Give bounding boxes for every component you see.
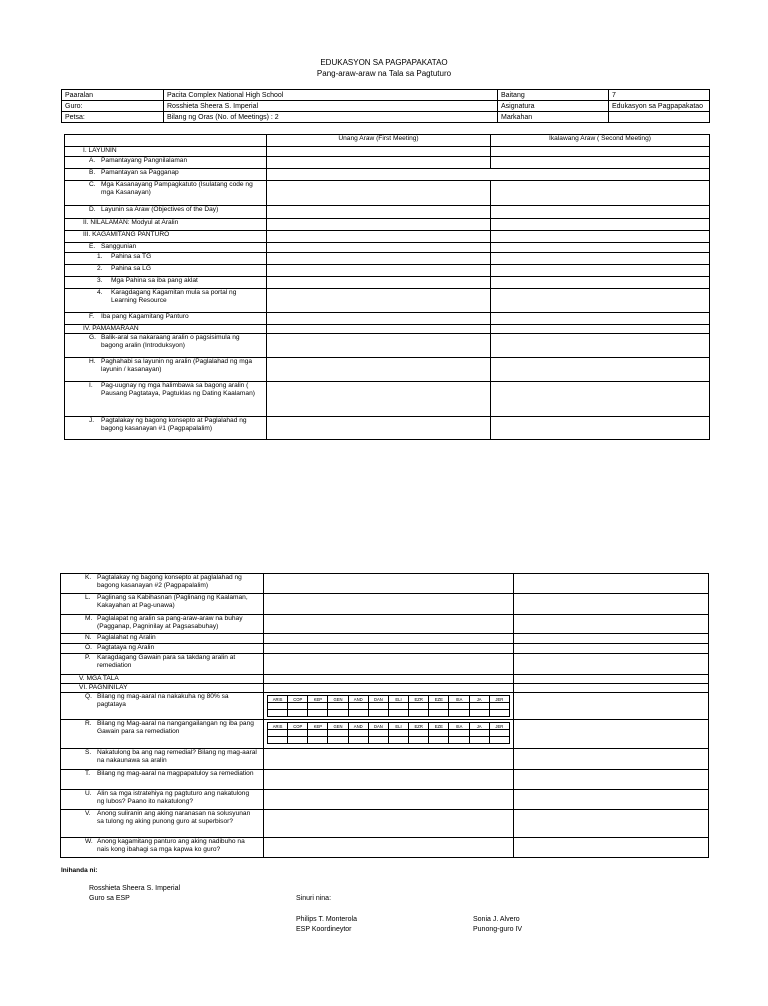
section-count-cell[interactable]	[288, 737, 308, 744]
section-kagamitan: III. KAGAMITANG PANTURO	[65, 231, 267, 243]
section-count-cell[interactable]	[449, 710, 469, 717]
row-l	[61, 594, 264, 615]
section-count-cell[interactable]	[268, 703, 288, 710]
teacher-value: Rosshieta Sheera S. Imperial	[164, 101, 498, 112]
date-label: Petsa:	[62, 112, 164, 123]
section-nilalaman: II. NILALAMAN: Modyul at Aralin	[65, 219, 267, 231]
section-count-cell[interactable]	[388, 730, 408, 737]
row-e4	[65, 289, 267, 313]
row-l-num: L.	[85, 594, 91, 601]
document-subtitle: Pang-araw-araw na Tala sa Pagtuturo	[316, 69, 452, 78]
row-o	[61, 644, 264, 654]
section-count-cell[interactable]	[268, 730, 288, 737]
row-r	[61, 720, 264, 749]
section-count-cell[interactable]	[308, 703, 328, 710]
section-code: GEN	[328, 723, 348, 730]
section-code: ELI	[388, 723, 408, 730]
info-table	[61, 89, 710, 123]
row-k-num: K.	[85, 574, 92, 581]
section-count-cell[interactable]	[368, 737, 388, 744]
section-count-cell[interactable]	[469, 737, 489, 744]
section-code: EZR	[409, 723, 429, 730]
section-code: ARIS	[268, 696, 288, 703]
row-c-label: Mga Kasanayang Pampagkatuto (Isulatang code ng mga Kasanayan)	[101, 181, 253, 196]
section-code: JA	[469, 696, 489, 703]
section-count-cell[interactable]	[328, 703, 348, 710]
row-i-label: Pag-uugnay ng mga halimbawa sa bagong aralin ( Pausang Pagtataya, Pagtuklas ng Dating Kaalaman)	[101, 382, 255, 397]
q-sections-grid	[267, 695, 510, 717]
row-b-num: B.	[89, 169, 96, 176]
row-s-num: S.	[85, 749, 92, 756]
row-d-label: Layunin sa Araw (Objectives of the Day)	[101, 206, 219, 213]
row-e2	[65, 265, 267, 277]
row-u-label: Alin sa mga istratehiya ng pagtuturo ang nakatulong ng lubos? Paano ito nakatulong?	[97, 790, 250, 805]
row-g-num: G.	[89, 334, 96, 341]
section-count-cell[interactable]	[268, 710, 288, 717]
row-f-label: Iba pang Kagamitang Panturo	[101, 313, 189, 320]
section-count-cell[interactable]	[288, 710, 308, 717]
row-g	[65, 334, 267, 358]
section-count-cell[interactable]	[288, 703, 308, 710]
section-count-cell[interactable]	[388, 703, 408, 710]
section-count-cell[interactable]	[489, 737, 509, 744]
row-b	[65, 169, 267, 181]
row-a-label: Pamantayang Pangnilalaman	[101, 157, 188, 164]
row-l-label: Paglinang sa Kabihasnan (Paglinang ng Kaalaman, Kakayahan at Pag-unawa)	[97, 594, 248, 609]
row-e4-num: 4.	[97, 289, 103, 296]
row-g-label: Balik-aral sa nakaraang aralin o pagsisimula ng bagong aralin (Introduksyon)	[101, 334, 240, 349]
section-code: DAN	[368, 696, 388, 703]
row-n	[61, 634, 264, 644]
row-k-label: Pagtalakay ng bagong konsepto at paglalahad ng bagong kasanayan #2 (Pagpapalalim)	[97, 574, 242, 589]
section-count-cell[interactable]	[308, 730, 328, 737]
row-u	[61, 790, 264, 810]
row-e2-label: Pahina sa LG	[111, 265, 151, 272]
row-q-label: Bilang ng mag-aaral na nakakuha ng 80% sa pagtataya	[97, 693, 229, 708]
row-h	[65, 358, 267, 382]
section-count-cell[interactable]	[449, 730, 469, 737]
section-count-cell[interactable]	[308, 737, 328, 744]
section-code: DAN	[368, 723, 388, 730]
row-m-num: M.	[85, 615, 93, 622]
preparer-role: Guro sa ESP	[89, 895, 130, 902]
row-d	[65, 206, 267, 219]
row-f-num: F.	[89, 313, 95, 320]
section-count-cell[interactable]	[348, 710, 368, 717]
section-code: ISA	[449, 696, 469, 703]
section-code: AND	[348, 723, 368, 730]
row-t	[61, 770, 264, 790]
second-meeting-header: Ikalawang Araw ( Second Meeting)	[491, 135, 710, 147]
row-t-num: T.	[85, 770, 91, 777]
section-count-cell[interactable]	[268, 737, 288, 744]
quarter-label: Markahan	[498, 112, 609, 123]
grade-label: Baitang	[498, 90, 609, 101]
checker1-role: ESP Koordineytor	[296, 926, 352, 933]
row-w	[61, 838, 264, 858]
section-code: JER	[489, 696, 509, 703]
row-h-label: Paghahabi sa layunin ng aralin (Paglalahad ng mga layunin / kasanayan)	[101, 358, 253, 373]
section-count-cell[interactable]	[409, 703, 429, 710]
section-layunin: I. LAYUNIN	[65, 147, 267, 157]
row-j-num: J.	[89, 417, 95, 424]
row-n-num: N.	[85, 634, 92, 641]
section-count-cell[interactable]	[469, 703, 489, 710]
row-v-num: V.	[85, 810, 91, 817]
row-w-num: W.	[85, 838, 93, 845]
r-sections-grid	[267, 722, 510, 744]
prepared-by-label: Inihanda ni:	[61, 867, 98, 874]
row-u-num: U.	[85, 790, 92, 797]
row-e3-num: 3.	[97, 277, 103, 284]
row-f	[65, 313, 267, 325]
section-code: GEN	[328, 696, 348, 703]
row-j-label: Pagtalakay ng bagong konsepto at Paglalahad ng bagong kasanayan #1 (Pagpapalalim)	[101, 417, 247, 432]
row-e	[65, 243, 267, 253]
row-b-label: Pamantayan sa Pagganap	[101, 169, 179, 176]
quarter-value	[609, 112, 710, 123]
row-t-label: Bilang ng mag-aaral na magpapatuloy sa remediation	[97, 770, 254, 777]
row-s-label: Nakatulong ba ang nag remedial? Bilang ng mag-aaral na nakaunawa sa aralin	[97, 749, 257, 764]
section-count-cell[interactable]	[348, 730, 368, 737]
section-count-cell[interactable]	[409, 710, 429, 717]
row-h-num: H.	[89, 358, 96, 365]
checker2-name: Sonia J. Alvero	[473, 916, 520, 923]
row-e-label: Sanggunian	[101, 243, 137, 250]
row-k	[61, 574, 264, 594]
meetings-value: Bilang ng Oras (No. of Meetings) : 2	[164, 112, 498, 123]
row-q-num: Q.	[85, 693, 92, 700]
r-sections-grid-cell	[264, 720, 514, 749]
document-title: EDUKASYON SA PAGPAPAKATAO	[320, 58, 448, 67]
section-code: JER	[489, 723, 509, 730]
row-v-label: Anong suliranin ang aking naranasan na solusyunan sa tulong ng aking punong guro at superbisor?	[97, 810, 251, 825]
section-count-cell[interactable]	[409, 730, 429, 737]
lesson-table-part2	[60, 573, 709, 858]
section-tala: V. MGA TALA	[61, 675, 264, 684]
section-count-cell[interactable]	[348, 703, 368, 710]
section-count-cell[interactable]	[348, 737, 368, 744]
section-code: ISA	[449, 723, 469, 730]
row-e1-label: Pahina sa TG	[111, 253, 152, 260]
checker2-role: Punong-guro IV	[473, 926, 523, 933]
lesson-table-part1	[64, 134, 710, 440]
teacher-label: Guro:	[62, 101, 164, 112]
row-s	[61, 749, 264, 770]
section-count-cell[interactable]	[449, 703, 469, 710]
section-code: EZE	[429, 696, 449, 703]
row-r-num: R.	[85, 720, 92, 727]
q-sections-grid-cell	[264, 693, 514, 720]
row-q	[61, 693, 264, 720]
section-count-cell[interactable]	[449, 737, 469, 744]
section-count-cell[interactable]	[429, 710, 449, 717]
section-count-cell[interactable]	[469, 710, 489, 717]
section-count-cell[interactable]	[489, 730, 509, 737]
row-p-num: P.	[85, 654, 91, 661]
section-code: EZR	[409, 696, 429, 703]
row-a	[65, 157, 267, 169]
section-count-cell[interactable]	[409, 737, 429, 744]
row-o-num: O.	[85, 644, 92, 651]
subject-label: Asignatura	[498, 101, 609, 112]
row-e1-num: 1.	[97, 253, 103, 260]
row-p-label: Karagdagang Gawain para sa takdang aralin at remediation	[97, 654, 236, 669]
subject-value: Edukasyon sa Pagpapakatao	[609, 101, 710, 112]
section-count-cell[interactable]	[368, 703, 388, 710]
row-e3-label: Mga Pahina sa iba pang aklat	[111, 277, 198, 284]
row-e-num: E.	[89, 243, 96, 250]
section-code: COP	[288, 696, 308, 703]
section-pamamaraan: IV. PAMAMARAAN	[65, 325, 267, 334]
row-o-label: Pagtataya ng Aralin	[97, 644, 155, 651]
row-m	[61, 615, 264, 634]
section-code: AND	[348, 696, 368, 703]
row-d-num: D.	[89, 206, 96, 213]
row-a-num: A.	[89, 157, 96, 164]
section-code: EZE	[429, 723, 449, 730]
section-count-cell[interactable]	[388, 710, 408, 717]
row-e1	[65, 253, 267, 265]
section-count-cell[interactable]	[328, 730, 348, 737]
section-count-cell[interactable]	[388, 737, 408, 744]
section-count-cell[interactable]	[328, 737, 348, 744]
grade-value: 7	[609, 90, 710, 101]
first-meeting-header: Unang Araw (First Meeting)	[267, 135, 491, 147]
row-i-num: I.	[89, 382, 93, 389]
section-count-cell[interactable]	[489, 703, 509, 710]
section-count-cell[interactable]	[308, 710, 328, 717]
section-count-cell[interactable]	[469, 730, 489, 737]
checker1-name: Philips T. Monterola	[296, 916, 357, 923]
section-code: ELI	[388, 696, 408, 703]
row-p	[61, 654, 264, 675]
section-count-cell[interactable]	[429, 737, 449, 744]
section-count-cell[interactable]	[288, 730, 308, 737]
row-m-label: Paglalapat ng aralin sa pang-araw-araw na buhay (Pagganap, Pagninilay at Pagsasabuhay)	[97, 615, 243, 630]
row-c-num: C.	[89, 181, 96, 188]
checked-by-label: Sinuri nina:	[296, 895, 332, 902]
section-code: KEP	[308, 696, 328, 703]
section-code: JA	[469, 723, 489, 730]
section-code: KEP	[308, 723, 328, 730]
school-label: Paaralan	[62, 90, 164, 101]
section-count-cell[interactable]	[368, 730, 388, 737]
row-r-label: Bilang ng Mag-aaral na nangangailangan ng iba pang Gawain para sa remediation	[97, 720, 254, 735]
row-n-label: Paglalahat ng Aralin	[97, 634, 156, 641]
section-code: COP	[288, 723, 308, 730]
section-count-cell[interactable]	[328, 710, 348, 717]
row-e4-label: Karagdagang Kagamitan mula sa portal ng Learning Resource	[111, 289, 237, 304]
section-count-cell[interactable]	[489, 710, 509, 717]
row-e3	[65, 277, 267, 289]
row-v	[61, 810, 264, 838]
school-value: Pacita Complex National High School	[164, 90, 498, 101]
section-pagninilay: VI. PAGNINILAY	[61, 684, 264, 693]
row-i	[65, 382, 267, 417]
section-code: ARIS	[268, 723, 288, 730]
preparer-name: Rosshieta Sheera S. Imperial	[89, 885, 181, 892]
section-count-cell[interactable]	[429, 703, 449, 710]
section-count-cell[interactable]	[368, 710, 388, 717]
row-c	[65, 181, 267, 206]
row-w-label: Anong kagamitang panturo ang aking nadibuho na nais kong ibahagi sa mga kapwa ko guro?	[97, 838, 245, 853]
row-j	[65, 417, 267, 440]
section-count-cell[interactable]	[429, 730, 449, 737]
row-e2-num: 2.	[97, 265, 103, 272]
